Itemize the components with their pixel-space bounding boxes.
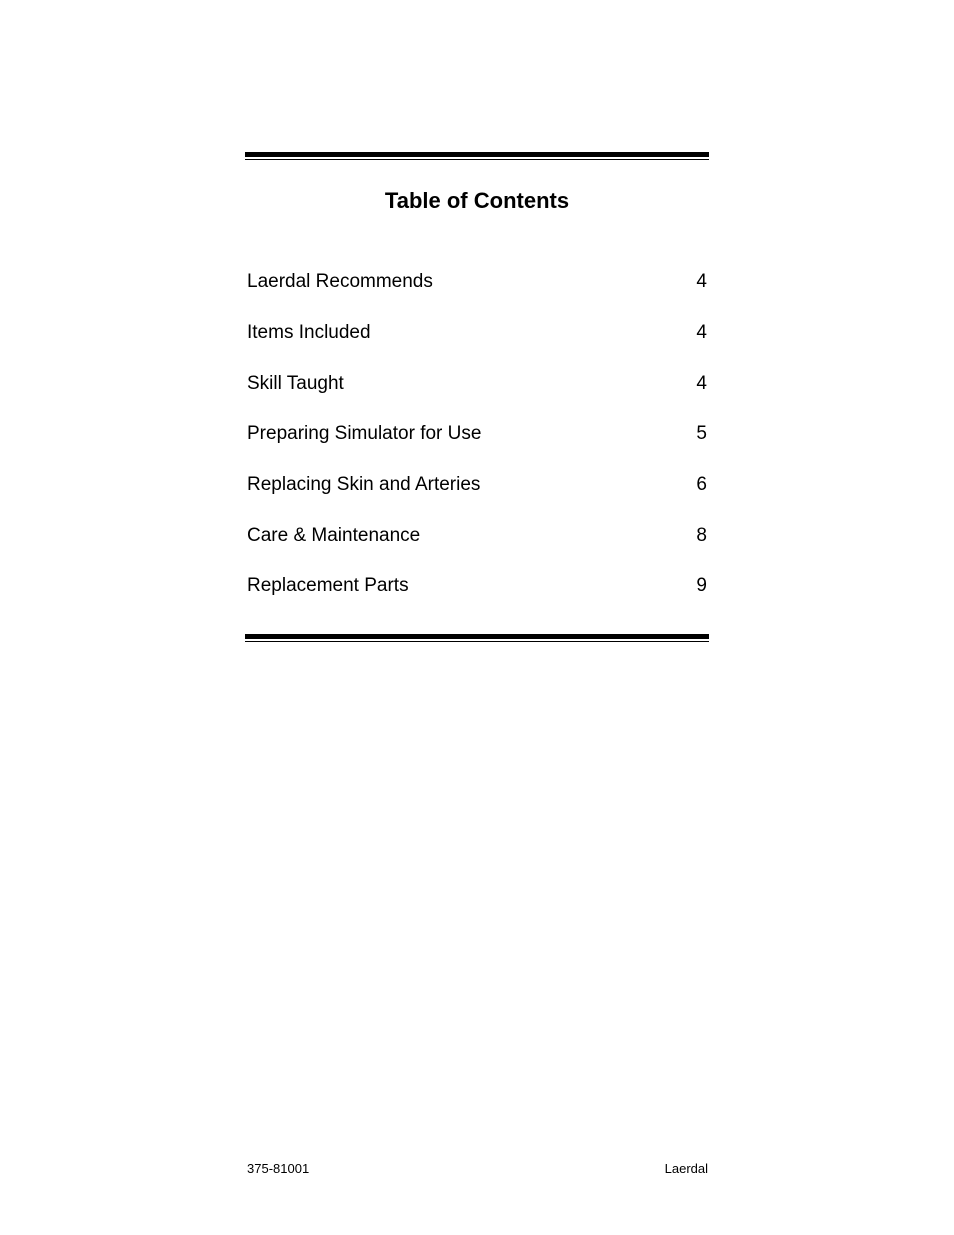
toc-entry-page: 4: [696, 372, 707, 394]
toc-entry-laerdal-recommends[interactable]: [247, 257, 707, 308]
top-rule-thick-line: [245, 152, 709, 157]
bottom-rule-thick-line: [245, 634, 709, 639]
toc-entry-label: Replacing Skin and Arteries: [247, 474, 481, 496]
toc-entry-label: Items Included: [247, 322, 371, 344]
toc-entry-page: 4: [696, 322, 707, 344]
toc-entry-label: Replacement Parts: [247, 575, 409, 597]
footer-brand: Laerdal: [664, 1161, 708, 1176]
top-double-rule: [245, 152, 709, 160]
toc-entry-skill-taught[interactable]: [247, 358, 707, 409]
footer-part-number: 375-81001: [247, 1161, 310, 1176]
toc-entry-page: 6: [696, 474, 707, 496]
toc-entry-label: Preparing Simulator for Use: [247, 423, 482, 445]
table-of-contents: [247, 257, 707, 612]
toc-entry-page: 4: [696, 271, 707, 293]
top-rule-thin-line: [245, 159, 709, 160]
toc-entry-care-maintenance[interactable]: [247, 510, 707, 561]
bottom-double-rule: [245, 634, 709, 642]
toc-entry-preparing-simulator[interactable]: [247, 409, 707, 460]
toc-entry-page: 8: [696, 524, 707, 546]
bottom-rule-thin-line: [245, 641, 709, 642]
toc-entry-replacing-skin[interactable]: [247, 460, 707, 511]
toc-entry-label: Skill Taught: [247, 372, 344, 394]
toc-entry-replacement-parts[interactable]: [247, 561, 707, 612]
toc-entry-label: Care & Maintenance: [247, 524, 421, 546]
page-title: Table of Contents: [384, 188, 570, 213]
page-footer: [247, 1160, 708, 1178]
toc-entry-page: 9: [696, 575, 707, 597]
toc-entry-label: Laerdal Recommends: [247, 271, 433, 293]
toc-entry-items-included[interactable]: [247, 308, 707, 359]
toc-entry-page: 5: [696, 423, 707, 445]
